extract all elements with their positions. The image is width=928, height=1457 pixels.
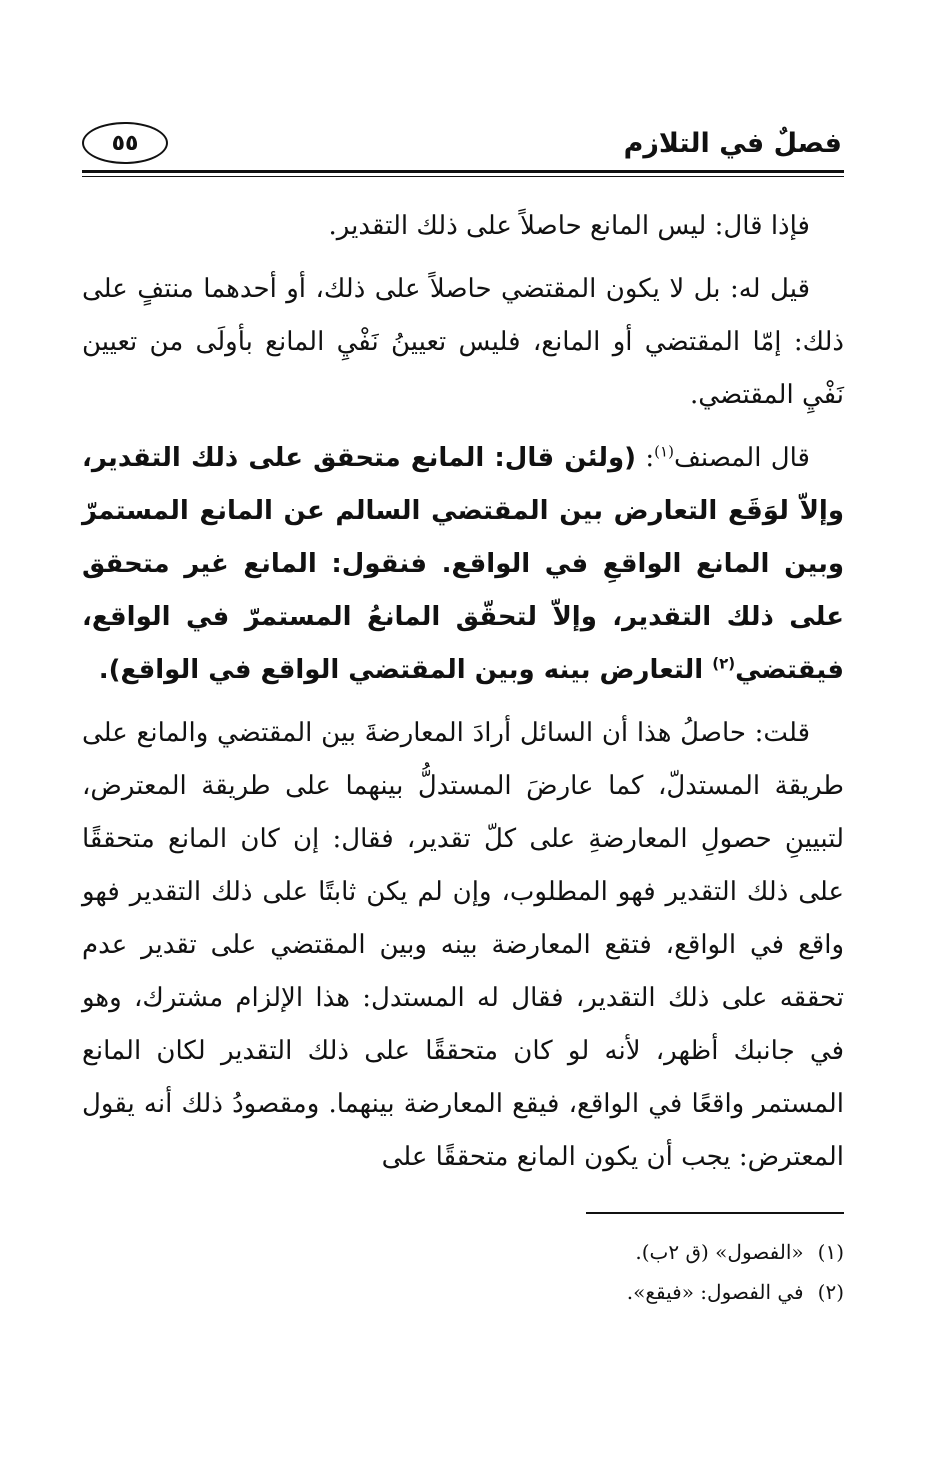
- paragraph-3-intro: قال المصنف: [673, 443, 810, 473]
- footnote-1: [144, 1232, 844, 1272]
- paragraph-3-colon: :: [636, 443, 655, 473]
- paragraph-1: فإذا قال: ليس المانع حاصلاً على ذلك التقدير.: [328, 211, 810, 241]
- paragraph-4: قلت: حاصلُ هذا أن السائل أرادَ المعارضةَ بين المقتضي والمانع على طريقة المستدلّ، كما عارضَ المستدلُّ بينهما على طريقة المعترض، لتبيينِ حصولِ المعارضةِ على كلّ تقدير، فقال: إن كان المانع متحققًا على ذلك التقدير فهو المطلوب، وإن لم يكن ثابتًا على ذلك التقدير فهو واقع في الواقع، فتقع المعارضة بينه وبين المقتضي على تقدير عدم تحققه على ذلك التقدير، فقال له المستدل: هذا الإلزام مشترك، وهو في جانبك أظهر، لأنه لو كان متحققًا على ذلك التقدير لكان المانع المستمر واقعًا في الواقع، فيقع المعارضة بينهما. ومقصودُ ذلك أنه يقول المعترض: يجب أن يكون المانع متحققًا على: [82, 718, 844, 1172]
- header-rule-thin: [82, 176, 844, 177]
- footnote-text: في الفصول: «فيقع».: [626, 1280, 804, 1304]
- footnote-ref-2: (٢): [712, 654, 736, 673]
- paragraph-3: [82, 432, 844, 697]
- footnote-ref-1: (١): [654, 442, 674, 461]
- page-number: ٥٥: [111, 130, 139, 156]
- running-title: فصلٌ في التلازم: [623, 128, 842, 159]
- footnote-separator: [586, 1212, 844, 1214]
- footnote-2: [144, 1272, 844, 1312]
- paragraph-3-quote-part2: التعارض بينه وبين المقتضي الواقع في الواقع).: [98, 655, 713, 685]
- footnote-text: «الفصول» (ق ٢ب).: [635, 1240, 804, 1264]
- page-number-oval: [82, 122, 168, 164]
- footnotes: [144, 1232, 844, 1312]
- paragraph-2: قيل له: بل لا يكون المقتضي حاصلاً على ذلك، أو أحدهما منتفٍ على ذلك: إمّا المقتضي أو المانع، فليس تعيينُ نَفْيِ المانع بأولَى من تعيين نَفْيِ المقتضي.: [82, 274, 844, 410]
- page-header: [82, 118, 842, 174]
- body-text: [82, 200, 844, 1194]
- footnote-marker: (٢): [817, 1280, 844, 1304]
- paragraph-3-quote-part1: (ولئن قال: المانع متحقق على ذلك التقدير، وإلاّ لوَقَع التعارض بين المقتضي السالم عن المانع المستمرّ وبين المانع الواقعِ في الواقع. فنقول: المانع غير متحقق على ذلك التقدير، وإلاّ لتحقّق المانعُ المستمرّ في الواقع، فيقتضي: [82, 443, 844, 685]
- footnote-marker: (١): [817, 1240, 844, 1264]
- header-rule-thick: [82, 170, 844, 173]
